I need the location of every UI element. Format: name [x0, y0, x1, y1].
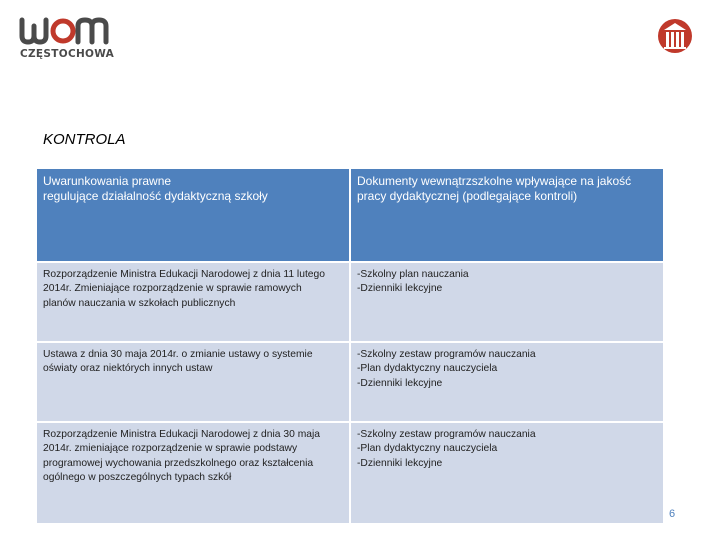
table-cell-documents: -Szkolny zestaw programów nauczania -Plan dydaktyczny nauczyciela -Dzienniki lekcyjne: [351, 343, 663, 421]
logo-text: CZĘSTOCHOWA: [20, 48, 115, 60]
table-cell-regulation: Rozporządzenie Ministra Edukacji Narodowej z dnia 30 maja 2014r. zmieniające rozporządzenie w sprawie podstawy programowej wychowania przedszkolnego oraz kształcenia ogólnego w poszczególnych typach szkół: [37, 423, 349, 523]
page-number: 6: [669, 508, 676, 520]
wom-logo: [18, 12, 114, 62]
table-cell-documents: -Szkolny zestaw programów nauczania -Plan dydaktyczny nauczyciela -Dzienniki lekcyjne: [351, 423, 663, 523]
table-cell-regulation: Ustawa z dnia 30 maja 2014r. o zmianie ustawy o systemie oświaty oraz niektórych innych ustaw: [37, 343, 349, 421]
wom-logo-mark: [18, 12, 114, 48]
header-internal-documents: Dokumenty wewnątrzszkolne wpływające na jakość pracy dydaktycznej (podlegające kontroli): [351, 169, 663, 261]
section-title: KONTROLA: [43, 131, 126, 148]
institution-logo-icon: [656, 17, 694, 55]
table-row: [37, 423, 663, 523]
table-header-row: [37, 169, 663, 261]
institution-logo: [656, 17, 694, 55]
table-cell-regulation: Rozporządzenie Ministra Edukacji Narodowej z dnia 11 lutego 2014r. Zmieniające rozporządzenie w sprawie ramowych planów nauczania w szkołach publicznych: [37, 263, 349, 341]
control-table: [35, 167, 665, 525]
header-legal-conditions: Uwarunkowania prawne regulujące działalność dydaktyczną szkoły: [37, 169, 349, 261]
table-row: [37, 263, 663, 341]
table-cell-documents: -Szkolny plan nauczania -Dzienniki lekcyjne: [351, 263, 663, 341]
table-row: [37, 343, 663, 421]
